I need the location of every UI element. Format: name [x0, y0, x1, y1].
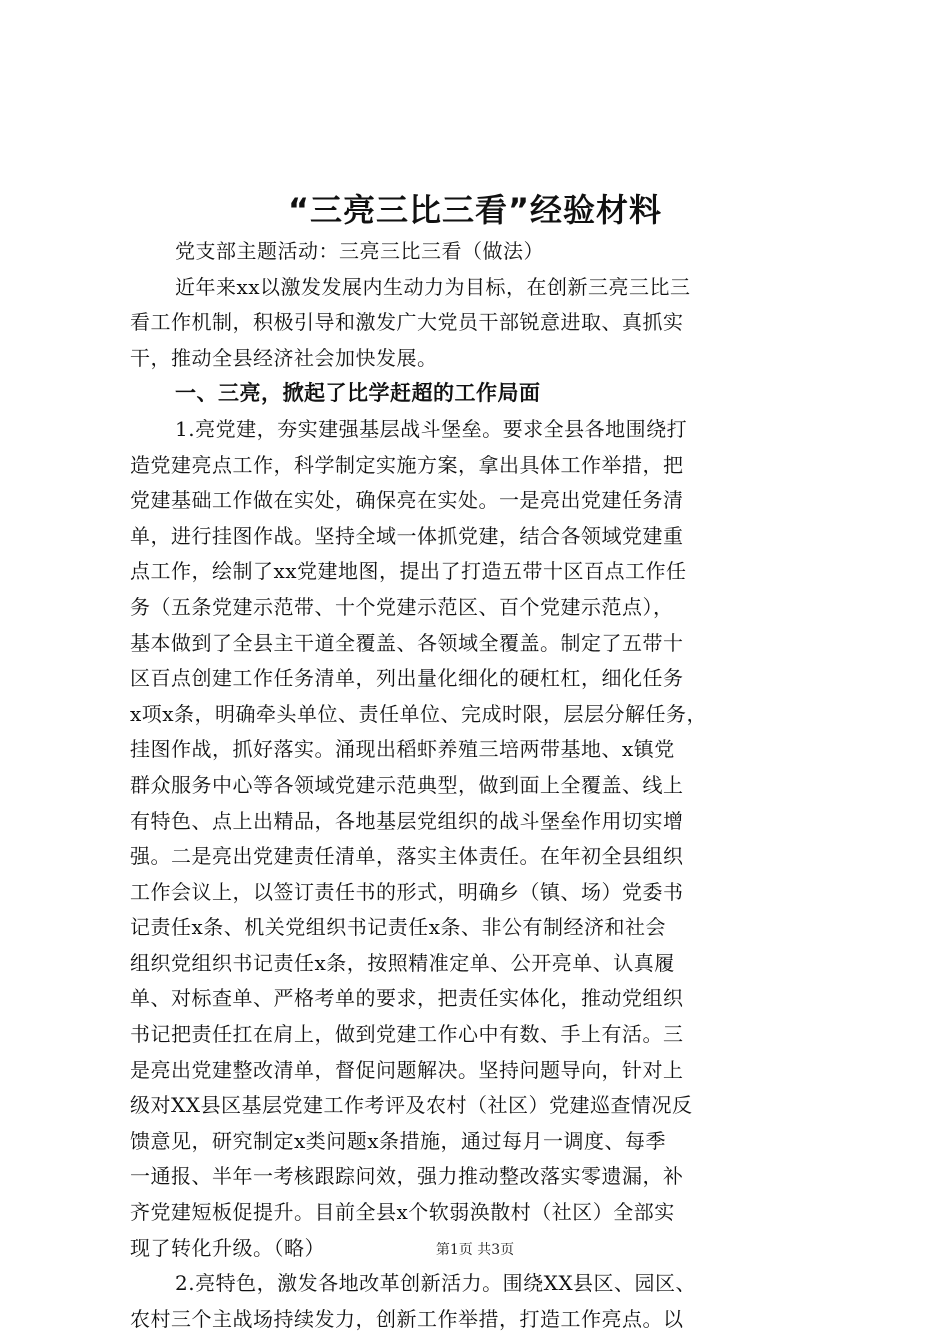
text-line: 单，进行挂图作战。坚持全域一体抓党建，结合各领域党建重	[130, 523, 684, 548]
document-body	[130, 234, 830, 1337]
text-line: 1.亮党建，夯实建强基层战斗堡垒。要求全县各地围绕打	[175, 416, 688, 441]
text-line: 是亮出党建整改清单，督促问题解决。坚持问题导向，针对上	[130, 1057, 684, 1082]
text-line: 务（五条党建示范带、十个党建示范区、百个党建示范点），	[130, 594, 674, 619]
page-footer: 第1页 共3页	[435, 1242, 515, 1258]
text-line: 现了转化升级。（略）	[130, 1235, 325, 1260]
text-line: 2.亮特色，激发各地改革创新活力。围绕XX县区、园区、	[175, 1271, 697, 1296]
text-line: 书记把责任扛在肩上，做到党建工作心中有数、手上有活。三	[130, 1022, 684, 1047]
text-line: 记责任x条、机关党组织书记责任x条、非公有制经济和社会	[130, 915, 667, 940]
text-line: 区百点创建工作任务清单，列出量化细化的硬杠杠，细化任务	[130, 666, 684, 691]
text-line: 级对XX县区基层党建工作考评及农村（社区）党建巡查情况反	[130, 1093, 693, 1118]
section-heading: 一、三亮，掀起了比学赶超的工作局面	[175, 381, 541, 406]
text-line: 单、对标查单、严格考单的要求，把责任实体化，推动党组织	[130, 986, 684, 1011]
document-title: “三亮三比三看”经验材料	[287, 191, 663, 229]
text-line: 看工作机制，积极引导和激发广大党员干部锐意进取、真抓实	[130, 310, 684, 335]
text-line: 馈意见，研究制定x类问题x条措施，通过每月一调度、每季	[130, 1128, 667, 1153]
text-line: 基本做到了全县主干道全覆盖、各领域全覆盖。制定了五带十	[130, 630, 684, 655]
text-line: 挂图作战，抓好落实。涌现出稻虾养殖三培两带基地、x镇党	[130, 737, 675, 762]
text-line: 造党建亮点工作，科学制定实施方案，拿出具体工作举措，把	[130, 452, 684, 477]
text-line: 党建基础工作做在实处，确保亮在实处。一是亮出党建任务清	[130, 488, 684, 513]
text-line: 有特色、点上出精品，各地基层党组织的战斗堡垒作用切实增	[130, 808, 684, 833]
text-line: 党支部主题活动：三亮三比三看（做法）	[175, 239, 544, 263]
text-line: 强。二是亮出党建责任清单，落实主体责任。在年初全县组织	[130, 844, 684, 869]
text-line: 干，推动全县经济社会加快发展。	[130, 345, 438, 370]
text-line: 一通报、半年一考核跟踪问效，强力推动整改落实零遗漏，补	[130, 1164, 684, 1189]
text-line: 工作会议上，以签订责任书的形式，明确乡（镇、场）党委书	[130, 879, 684, 904]
text-line: 点工作，绘制了xx党建地图，提出了打造五带十区百点工作任	[130, 559, 687, 584]
text-line: 群众服务中心等各领域党建示范典型，做到面上全覆盖、线上	[130, 772, 684, 797]
text-line: 近年来xx以激发发展内生动力为目标，在创新三亮三比三	[175, 274, 691, 299]
text-line: x项x条，明确牵头单位、责任单位、完成时限，层层分解任务，	[130, 701, 708, 726]
text-line: 组织党组织书记责任x条，按照精准定单、公开亮单、认真履	[130, 950, 675, 975]
text-line: 农村三个主战场持续发力，创新工作举措，打造工作亮点。以	[130, 1306, 684, 1331]
text-line: 齐党建短板促提升。目前全县x个软弱涣散村（社区）全部实	[130, 1200, 675, 1225]
